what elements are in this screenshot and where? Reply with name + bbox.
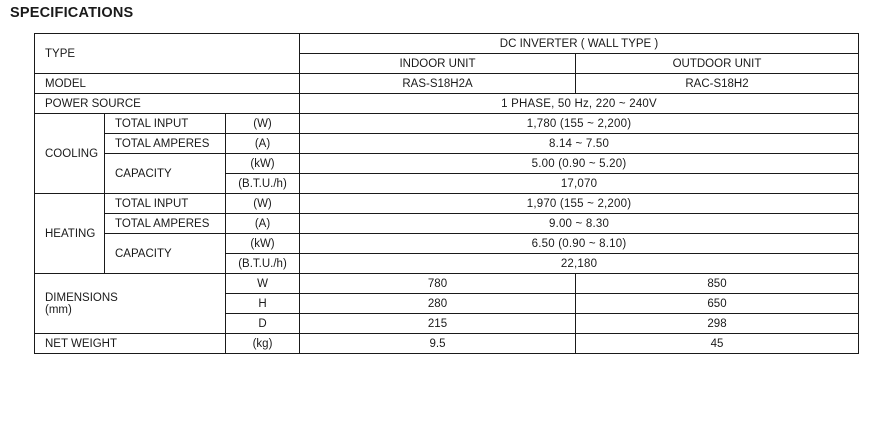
cooling-total-amperes-unit: (A): [226, 134, 300, 154]
table-row: [35, 234, 859, 254]
net-weight-label: NET WEIGHT: [35, 334, 226, 354]
heating-total-input-label: TOTAL INPUT: [105, 194, 226, 214]
dimensions-label-line1: DIMENSIONS: [45, 291, 118, 304]
table-row: [35, 134, 859, 154]
table-row: [35, 274, 859, 294]
dimension-d-outdoor: 298: [576, 314, 859, 334]
type-label: TYPE: [35, 34, 300, 74]
cooling-total-input-label: TOTAL INPUT: [105, 114, 226, 134]
outdoor-unit-header: OUTDOOR UNIT: [576, 54, 859, 74]
cooling-total-amperes-label: TOTAL AMPERES: [105, 134, 226, 154]
table-row: [35, 74, 859, 94]
table-row: [35, 334, 859, 354]
heating-capacity-kw-unit: (kW): [226, 234, 300, 254]
net-weight-unit: (kg): [226, 334, 300, 354]
table-row: [35, 154, 859, 174]
power-source-label: POWER SOURCE: [35, 94, 300, 114]
dimension-d-label: D: [226, 314, 300, 334]
heating-total-input-value: 1,970 (155 ~ 2,200): [300, 194, 859, 214]
cooling-total-amperes-value: 8.14 ~ 7.50: [300, 134, 859, 154]
model-label: MODEL: [35, 74, 300, 94]
heating-total-amperes-value: 9.00 ~ 8.30: [300, 214, 859, 234]
table-row: [35, 114, 859, 134]
table-row: [35, 214, 859, 234]
net-weight-outdoor: 45: [576, 334, 859, 354]
type-value: DC INVERTER ( WALL TYPE ): [300, 34, 859, 54]
dimension-h-outdoor: 650: [576, 294, 859, 314]
heating-label: HEATING: [35, 194, 105, 274]
net-weight-indoor: 9.5: [300, 334, 576, 354]
table-row: [35, 34, 859, 54]
dimensions-label: [35, 274, 226, 334]
model-outdoor: RAC-S18H2: [576, 74, 859, 94]
table-row: [35, 94, 859, 114]
page-title: SPECIFICATIONS: [10, 5, 134, 21]
heating-capacity-kw-value: 6.50 (0.90 ~ 8.10): [300, 234, 859, 254]
heating-capacity-label: CAPACITY: [105, 234, 226, 274]
cooling-capacity-kw-value: 5.00 (0.90 ~ 5.20): [300, 154, 859, 174]
heating-total-amperes-label: TOTAL AMPERES: [105, 214, 226, 234]
dimension-h-label: H: [226, 294, 300, 314]
table-row: [35, 194, 859, 214]
heating-total-amperes-unit: (A): [226, 214, 300, 234]
cooling-total-input-unit: (W): [226, 114, 300, 134]
dimension-h-indoor: 280: [300, 294, 576, 314]
dimension-w-label: W: [226, 274, 300, 294]
cooling-capacity-kw-unit: (kW): [226, 154, 300, 174]
cooling-label: COOLING: [35, 114, 105, 194]
heating-capacity-btu-unit: (B.T.U./h): [226, 254, 300, 274]
power-source-value: 1 PHASE, 50 Hz, 220 ~ 240V: [300, 94, 859, 114]
dimension-d-indoor: 215: [300, 314, 576, 334]
cooling-capacity-btu-unit: (B.T.U./h): [226, 174, 300, 194]
dimensions-label-line2: (mm): [45, 303, 72, 316]
cooling-total-input-value: 1,780 (155 ~ 2,200): [300, 114, 859, 134]
heating-total-input-unit: (W): [226, 194, 300, 214]
indoor-unit-header: INDOOR UNIT: [300, 54, 576, 74]
model-indoor: RAS-S18H2A: [300, 74, 576, 94]
dimension-w-outdoor: 850: [576, 274, 859, 294]
dimension-w-indoor: 780: [300, 274, 576, 294]
specifications-table: [34, 33, 859, 354]
cooling-capacity-btu-value: 17,070: [300, 174, 859, 194]
cooling-capacity-label: CAPACITY: [105, 154, 226, 194]
heating-capacity-btu-value: 22,180: [300, 254, 859, 274]
